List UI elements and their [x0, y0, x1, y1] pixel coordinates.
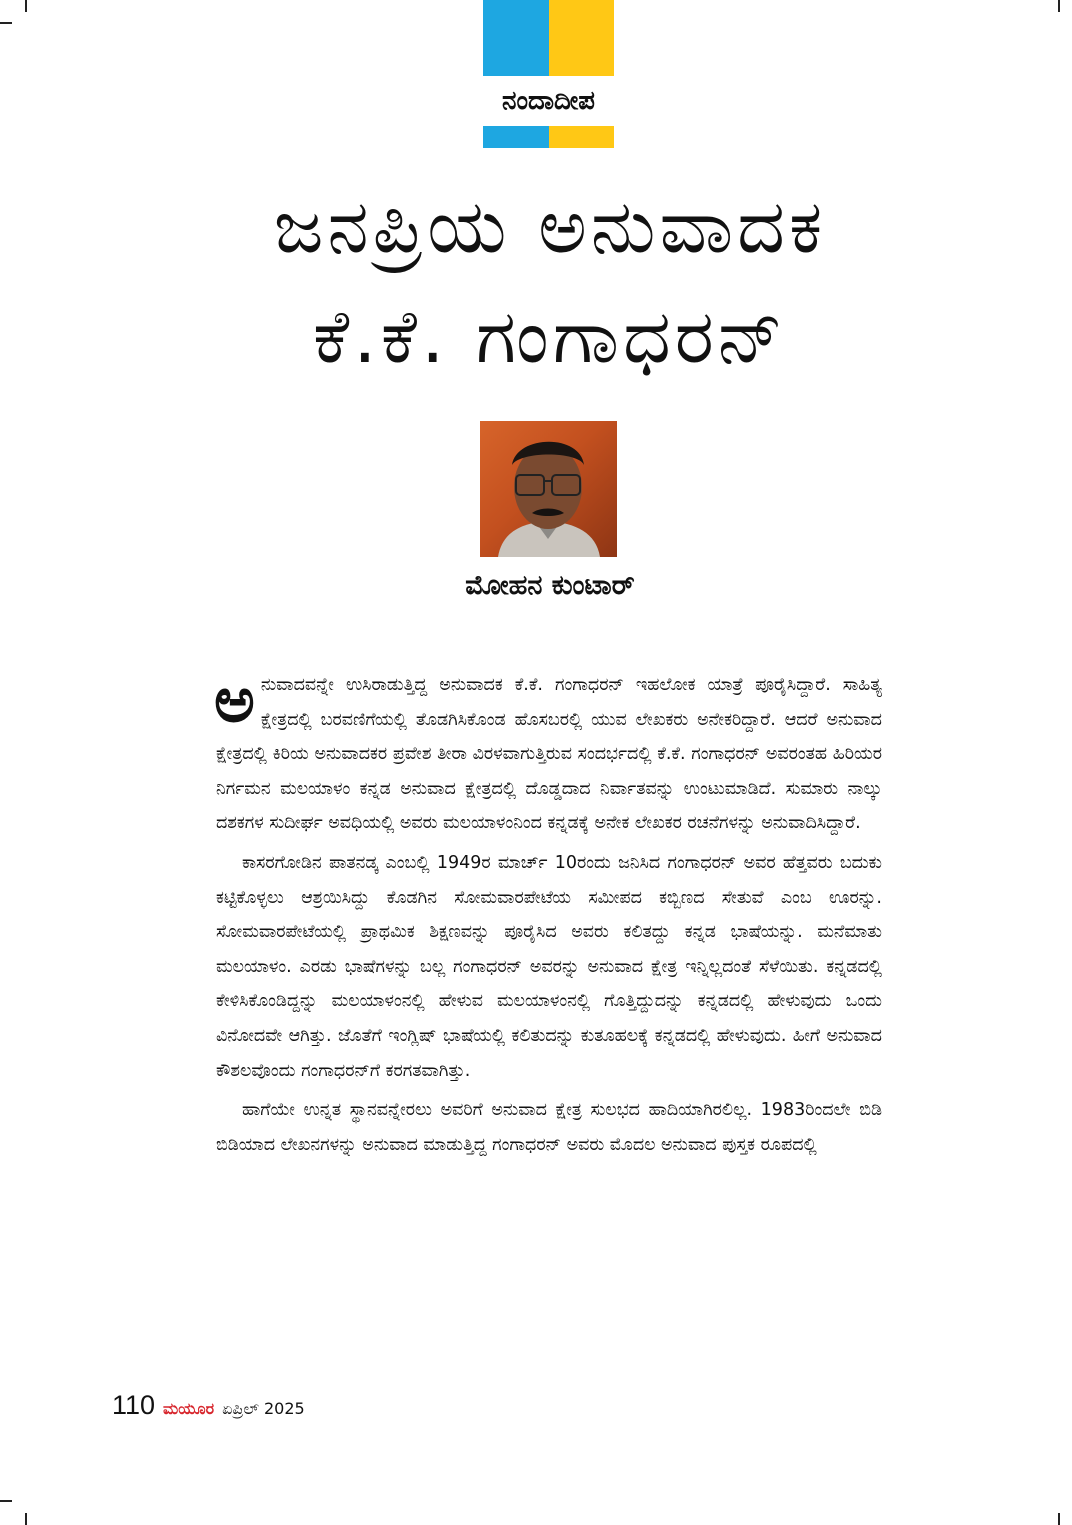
- author-byline: ಮೋಹನ ಕುಂಟಾರ್: [465, 570, 635, 601]
- drop-cap: ಅ: [214, 663, 255, 736]
- crop-mark-bottom-right: [1058, 1513, 1060, 1525]
- crop-mark-bottom-left: [0, 1500, 12, 1502]
- crop-mark-top-left-vertical: [25, 0, 27, 12]
- paragraph-3: ಹಾಗೆಯೇ ಉನ್ನತ ಸ್ಥಾನವನ್ನೇರಲು ಅವರಿಗೆ ಅನುವಾದ ಕ್ಷೇತ್ರ ಸುಲಭದ ಹಾದಿಯಾಗಿರಲಿಲ್ಲ. 1983ರಿಂದಲೇ ಬಿಡಿ ಬಿಡಿಯಾದ ಲೇಖನಗಳನ್ನು ಅನುವಾದ ಮಾಡುತ್ತಿದ್ದ ಗಂಗಾಧರನ್ ಅವರು ಮೊದಲ ಅನುವಾದ ಪುಸ್ತಕ ರೂಪದಲ್ಲಿ: [216, 1100, 882, 1155]
- crop-mark-bottom-left-vertical: [25, 1513, 27, 1525]
- logo-yellow-block: [549, 0, 615, 76]
- paragraph-2: ಕಾಸರಗೋಡಿನ ಪಾತನಡ್ಕ ಎಂಬಲ್ಲಿ 1949ರ ಮಾರ್ಚ್ 10ರಂದು ಜನಿಸಿದ ಗಂಗಾಧರನ್ ಅವರ ಹೆತ್ತವರು ಬದುಕು ಕಟ್ಟಿಕೊಳ್ಳಲು ಆಶ್ರಯಿಸಿದ್ದು ಕೊಡಗಿನ ಸೋಮವಾರಪೇಟೆಯ ಸಮೀಪದ ಕಬ್ಬಿಣದ ಸೇತುವೆ ಎಂಬ ಊರನ್ನು. ಸೋಮವಾರಪೇಟೆಯಲ್ಲಿ ಪ್ರಾಥಮಿಕ ಶಿಕ್ಷಣವನ್ನು ಪೂರೈಸಿದ ಅವರು ಕಲಿತದ್ದು ಕನ್ನಡ ಭಾಷೆಯನ್ನು. ಮನೆಮಾತು ಮಲಯಾಳಂ. ಎರಡು ಭಾಷೆಗಳನ್ನು ಬಲ್ಲ ಗಂಗಾಧರನ್ ಅವರನ್ನು ಅನುವಾದ ಕ್ಷೇತ್ರ ಇನ್ನಿಲ್ಲದಂತೆ ಸೆಳೆಯಿತು. ಕನ್ನಡದಲ್ಲಿ ಕೇಳಿಸಿಕೊಂಡಿದ್ದನ್ನು ಮಲಯಾಳಂನಲ್ಲಿ ಹೇಳುವ ಮಲಯಾಳಂನಲ್ಲಿ ಗೊತ್ತಿದ್ದುದನ್ನು ಕನ್ನಡದಲ್ಲಿ ಹೇಳುವುದು ಒಂದು ವಿನೋದವೇ ಆಗಿತ್ತು. ಜೊತೆಗೆ ಇಂಗ್ಲಿಷ್ ಭಾಷೆಯಲ್ಲಿ ಕಲಿತುದನ್ನು ಕುತೂಹಲಕ್ಕೆ ಕನ್ನಡದಲ್ಲಿ ಹೇಳುವುದು. ಹೀಗೆ ಅನುವಾದ ಕೌಶಲವೊಂದು ಗಂಗಾಧರನ್‌ಗೆ ಕರಗತವಾಗಿತ್ತು.: [216, 852, 882, 1081]
- paragraph-1: [214, 663, 882, 841]
- author-portrait: [480, 421, 617, 557]
- article-body: [214, 663, 882, 1167]
- paragraph-1-text: ನುವಾದವನ್ನೇ ಉಸಿರಾಡುತ್ತಿದ್ದ ಅನುವಾದಕ ಕೆ.ಕೆ. ಗಂಗಾಧರನ್ ಇಹಲೋಕ ಯಾತ್ರೆ ಪೂರೈಸಿದ್ದಾರೆ. ಸಾಹಿತ್ಯ ಕ್ಷೇತ್ರದಲ್ಲಿ ಬರವಣಿಗೆಯಲ್ಲಿ ತೊಡಗಿಸಿಕೊಂಡ ಹೊಸಬರಲ್ಲಿ ಯುವ ಲೇಖಕರು ಅನೇಕರಿದ್ದಾರೆ. ಆದರೆ ಅನುವಾದ ಕ್ಷೇತ್ರದಲ್ಲಿ ಕಿರಿಯ ಅನುವಾದಕರ ಪ್ರವೇಶ ತೀರಾ ವಿರಳವಾಗುತ್ತಿರುವ ಸಂದರ್ಭದಲ್ಲಿ ಕೆ.ಕೆ. ಗಂಗಾಧರನ್ ಅವರಂತಹ ಹಿರಿಯರ ನಿರ್ಗಮನ ಮಲಯಾಳಂ ಕನ್ನಡ ಅನುವಾದ ಕ್ಷೇತ್ರದಲ್ಲಿ ದೊಡ್ಡದಾದ ನಿರ್ವಾತವನ್ನು ಉಂಟುಮಾಡಿದೆ. ಸುಮಾರು ನಾಲ್ಕು ದಶಕಗಳ ಸುದೀರ್ಘ ಅವಧಿಯಲ್ಲಿ ಅವರು ಮಲಯಾಳಂನಿಂದ ಕನ್ನಡಕ್ಕೆ ಅನೇಕ ಲೇಖಕರ ರಚನೆಗಳನ್ನು ಅನುವಾದಿಸಿದ್ದಾರೆ.: [216, 675, 882, 834]
- article-title-line-1: ಜನಪ್ರಿಯ ಅನುವಾದಕ: [273, 184, 827, 270]
- crop-mark-top-right: [1058, 0, 1060, 12]
- page-number: 110: [112, 1390, 156, 1420]
- article-title-line-2: ಕೆ.ಕೆ. ಗಂಗಾಧರನ್: [312, 294, 788, 380]
- logo-blue-strip: [483, 126, 549, 148]
- crop-mark-top-left: [0, 22, 12, 24]
- logo-yellow-strip: [549, 126, 615, 148]
- page-footer: [112, 1390, 305, 1430]
- section-label: ನಂದಾದೀಪ: [502, 86, 595, 116]
- logo-color-bar-bottom: [483, 126, 614, 148]
- logo-blue-block: [483, 0, 549, 76]
- magazine-name: ಮಯೂರ: [163, 1399, 215, 1418]
- section-logo: [483, 0, 614, 148]
- logo-color-bar-top: [483, 0, 614, 76]
- portrait-illustration: [480, 421, 617, 557]
- issue-date: ಏಪ್ರಿಲ್ 2025: [222, 1399, 305, 1418]
